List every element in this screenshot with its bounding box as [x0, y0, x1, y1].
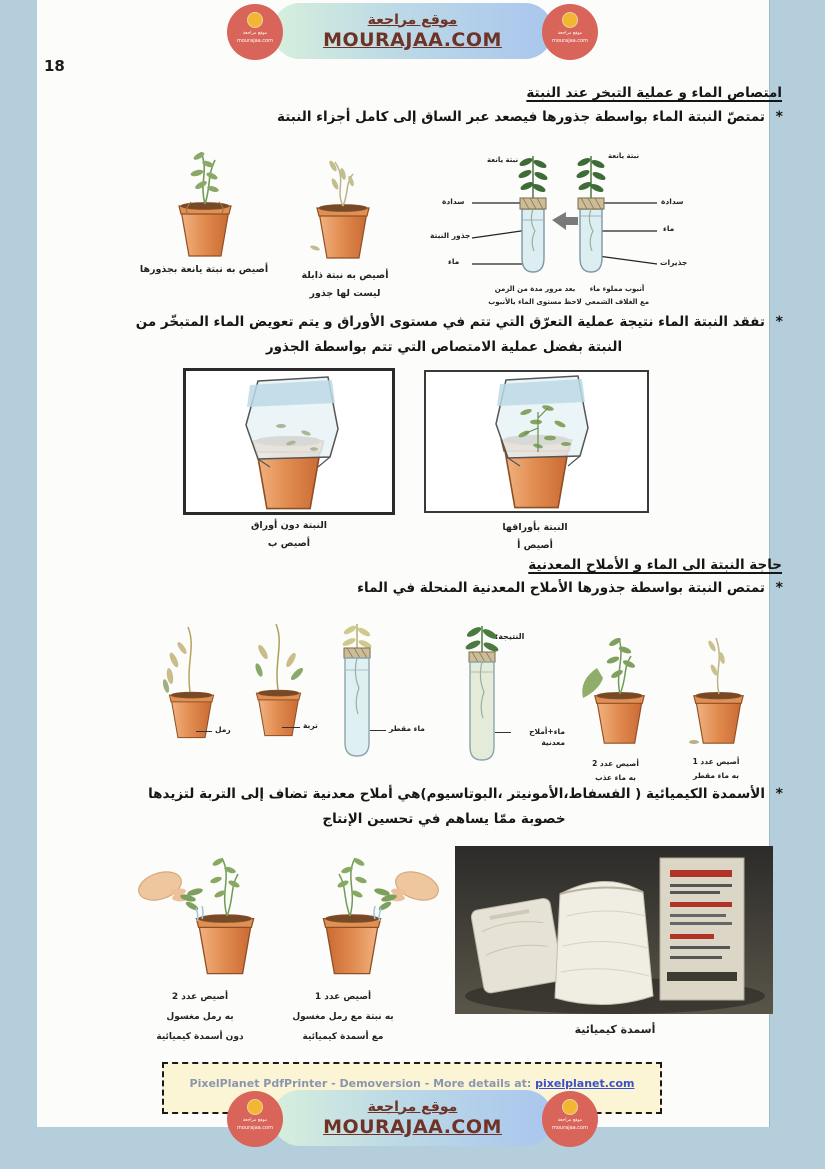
- fig3-potB-caption: [672, 755, 760, 784]
- fig3-potB-caption-line1: أصيص عدد 1: [692, 757, 740, 766]
- footer-banner: [225, 1089, 600, 1149]
- logo-mini-url: mourajaa.com: [551, 38, 588, 45]
- fig1-tube-left-caption: [485, 283, 585, 310]
- fig4-photo-caption: أسمدة كيميائية: [574, 1023, 656, 1036]
- logo-mini-arabic: موقع مراجعة: [242, 31, 268, 36]
- fig3-pot1-pointer-line: [196, 731, 212, 732]
- wilted-plant-pot2-illustration: [682, 630, 752, 758]
- page-number: 18: [44, 57, 65, 75]
- fig1-plant-label-right: نبتة يانعة: [608, 152, 640, 160]
- mourajaa-logo-icon: [227, 4, 283, 60]
- fig1-left-water-label: ماء: [448, 257, 460, 266]
- mourajaa-logo-icon: [542, 4, 598, 60]
- banner-title-arabic[interactable]: موقع مراجعة: [367, 11, 458, 28]
- fig2-left-caption-line2: أصيص ب: [267, 538, 311, 550]
- logo-mini-arabic: موقع مراجعة: [557, 31, 583, 36]
- tube-mineral-water-illustration: [455, 622, 505, 767]
- fig4-left-caption-line2: به رمل مغسول: [166, 1011, 234, 1022]
- logo-dot-icon: [562, 1099, 578, 1115]
- header-banner-pill: [272, 3, 553, 59]
- bullet-4-text1: الأسمدة الكيميائية ( الفسفاط،الأمونيتر ،البوتاسيوم)هي أملاح معدنية تضاف إلى التربة لتزيدها: [148, 786, 765, 802]
- fig1-right-stopper-label: سدادة: [661, 197, 684, 206]
- fig1-right-water-label: ماء: [663, 224, 675, 233]
- fig3-note: النتيجة:: [495, 632, 525, 641]
- fig3-pot2-label: تربة: [303, 721, 318, 730]
- fig1-right-roots-label: جذيرات: [660, 258, 688, 267]
- fig3-potA-caption-line1: أصيص عدد 2: [592, 759, 639, 768]
- fig1-left-roots-label: جذور النبتة: [430, 231, 471, 240]
- banner-title-arabic[interactable]: موقع مراجعة: [367, 1098, 458, 1115]
- fig3-tube1-label: ماء مقطر: [389, 724, 425, 733]
- wilted-plant-pot-illustration: [295, 148, 390, 260]
- fig1-tube-left-caption-line1: بعد مرور مدة من الزمن: [494, 285, 576, 293]
- healthy-plant-pot-illustration: [575, 628, 660, 758]
- fig2-left-caption-line1: النبتة دون أوراق: [250, 520, 328, 531]
- section2-title: حاجة النبتة الى الماء و الأملاح المعدنية: [528, 557, 782, 573]
- fig3-tube1-pointer-line: [370, 730, 386, 731]
- fig4-left-caption-line1: أصيص عدد 2: [171, 992, 229, 1002]
- pdf-watermark-link[interactable]: pixelplanet.com: [535, 1077, 635, 1090]
- fig2-right-caption-line1: النبتة بأوراقها: [502, 522, 568, 533]
- fig3-potA-caption: [568, 757, 663, 786]
- left-margin: [0, 0, 37, 1169]
- fig3-tube2-label: ماء+أملاح معدنية: [529, 727, 565, 748]
- fig4-left-caption-line3: دون أسمدة كيميائية: [156, 1031, 244, 1042]
- bullet-2-text2: النبتة بفضل عملية الامتصاص التي تتم بواسطة الجذور: [265, 339, 623, 355]
- fig3-pot1-label: رمل: [215, 725, 231, 734]
- bullet-marker: *: [775, 109, 783, 125]
- fig1-potB-caption: [288, 267, 402, 303]
- logo-mini-arabic: موقع مراجعة: [242, 1118, 268, 1123]
- banner-site-url[interactable]: MOURAJAA.COM: [323, 28, 502, 51]
- fig2-right-box: [424, 370, 649, 513]
- bullet-4-line1: [105, 786, 783, 802]
- droopy-plant-pot-soil-illustration: [243, 618, 313, 756]
- fig4-right-caption: [278, 988, 408, 1047]
- fig1-left-stopper-label: سدادة: [442, 197, 465, 206]
- fig1-plant-label-left: نبتة يانعة: [487, 156, 519, 164]
- bullet-1: [277, 109, 783, 125]
- fig2-left-caption: [222, 517, 356, 553]
- bullet-4-text2: خصوبة ممّا يساهم في تحسين الإنتاج: [322, 811, 566, 827]
- pot-with-bag-leafless-illustration: [186, 371, 392, 511]
- fig4-left-caption: [140, 988, 260, 1047]
- fig2-left-box: [183, 368, 395, 515]
- fig1-potA-caption: أصيص به نبتة يانعة بجذورها: [139, 264, 269, 275]
- droopy-plant-pot-sand-illustration: [158, 622, 223, 757]
- fig4-right-caption-line2: به نبتة مع رمل مغسول: [292, 1011, 394, 1022]
- fig1-tube-right-caption: [572, 283, 662, 310]
- tube-distilled-water-illustration: [330, 618, 380, 763]
- fig3-tube2-pointer-line: [495, 732, 511, 733]
- logo-mini-url: mourajaa.com: [236, 1125, 273, 1132]
- fig1-tube-left-caption-line2: لاحظ مستوى الماء بالأنبوب: [488, 298, 582, 307]
- fig1-potB-caption-line1: أصيص به نبتة ذابلة: [301, 270, 389, 281]
- bullet-2-line2: [105, 339, 783, 355]
- bullet-marker: *: [775, 314, 783, 330]
- bullet-3-text: تمتص النبتة بواسطة جذورها الأملاح المعدنية المنحلة في الماء: [357, 580, 765, 596]
- watering-pot-with-fertilizer-illustration: [290, 850, 445, 990]
- mourajaa-logo-icon: [227, 1091, 283, 1147]
- section1-title: امتصاص الماء و عملية التبخر عند النبتة: [526, 85, 782, 101]
- fig4-right-caption-line3: مع أسمدة كيميائية: [302, 1031, 384, 1042]
- fig1-potB-caption-line2: ليست لها جذور: [309, 288, 381, 300]
- logo-dot-icon: [562, 12, 578, 28]
- bullet-2-line1: [105, 314, 783, 330]
- fresh-plant-pot-illustration: [155, 142, 255, 262]
- footer-banner-pill: [272, 1090, 553, 1146]
- bullet-marker: *: [775, 580, 783, 596]
- logo-mini-url: mourajaa.com: [551, 1125, 588, 1132]
- logo-mini-url: mourajaa.com: [236, 38, 273, 45]
- bullet-4-line2: [105, 811, 783, 827]
- fig4-right-caption-line1: أصيص عدد 1: [314, 992, 372, 1002]
- bullet-3: [325, 580, 783, 596]
- banner-site-url[interactable]: MOURAJAA.COM: [323, 1115, 502, 1138]
- bullet-1-text: تمتصّ النبتة الماء بواسطة جذورها فيصعد عبر الساق إلى كامل أجزاء النبتة: [277, 109, 765, 125]
- fig3-potB-caption-line2: به ماء مقطر: [693, 771, 739, 781]
- fig1-tube-right-caption-line1: أنبوب مملوء ماء: [589, 285, 645, 293]
- fig3-pot2-pointer-line: [282, 727, 300, 728]
- fig1-tube-right-caption-line2: مع الغلاف الشمعي: [584, 298, 650, 307]
- logo-mini-arabic: موقع مراجعة: [557, 1118, 583, 1123]
- mourajaa-logo-icon: [542, 1091, 598, 1147]
- header-banner: [225, 2, 600, 62]
- logo-dot-icon: [247, 12, 263, 28]
- pot-with-bag-leafy-illustration: [426, 372, 647, 511]
- fig2-right-caption: [468, 519, 602, 555]
- fig3-potA-caption-line2: به ماء عذب: [595, 773, 636, 783]
- fig2-right-caption-line2: أصيص أ: [517, 540, 553, 552]
- fertilizer-bags-photo: [455, 846, 773, 1014]
- watering-pot-no-fertilizer-illustration: [132, 850, 287, 990]
- bullet-marker: *: [775, 786, 783, 802]
- logo-dot-icon: [247, 1099, 263, 1115]
- bullet-2-text1: تفقد النبتة الماء نتيجة عملية التعرّق التي تتم في مستوى الأوراق و يتم تعويض الماء المتبخّر من: [135, 314, 765, 330]
- test-tube-experiment-illustration: [472, 146, 657, 286]
- pdf-watermark-text: PixelPlanet PdfPrinter - Demoversion - More details at:: [189, 1077, 536, 1090]
